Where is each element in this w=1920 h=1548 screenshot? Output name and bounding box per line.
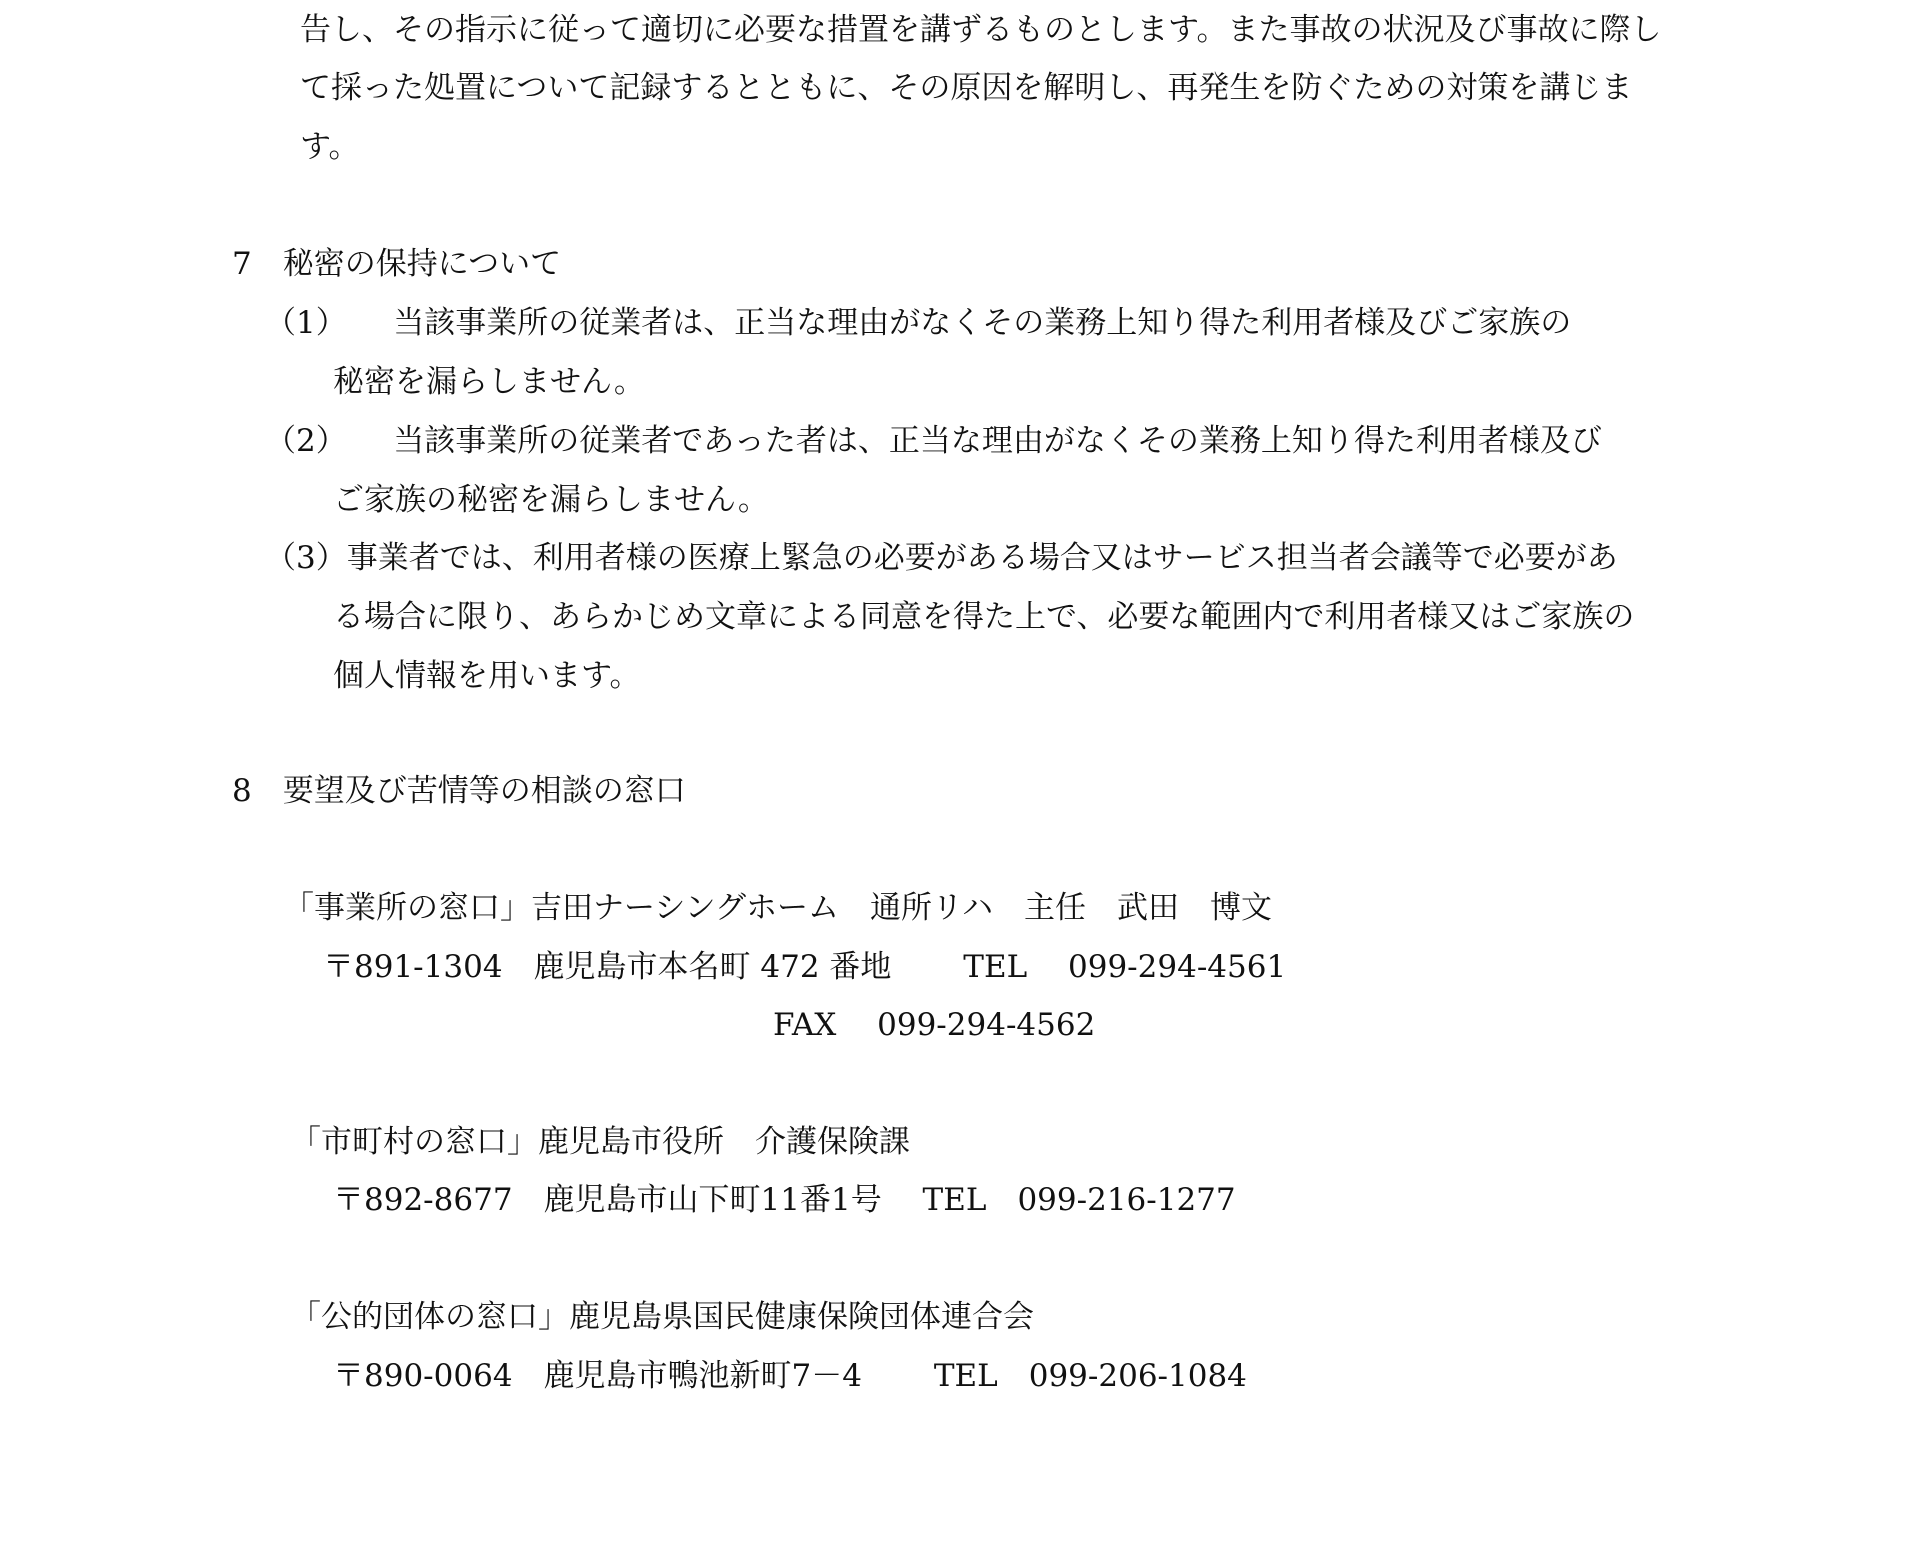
intro-line-3: す。 (300, 129, 360, 165)
contact-office-address: 〒891-1304 鹿児島市本名町 472 番地 TEL 099-294-4561 (323, 949, 1287, 985)
contact-public-address: 〒890-0064 鹿児島市鴨池新町7－4 TEL 099-206-1084 (333, 1358, 1247, 1394)
contact-office-fax: FAX 099-294-4562 (773, 1007, 1096, 1043)
intro-line-2: て採った処置について記録するとともに、その原因を解明し、再発生を防ぐための対策を講じま (300, 70, 1633, 106)
contact-city-name: 「市町村の窓口」鹿児島市役所 介護保険課 (290, 1124, 910, 1160)
section-8-heading: 8 要望及び苦情等の相談の窓口 (232, 773, 686, 809)
section-7-item-3-line-1: （3）事業者では、利用者様の医療上緊急の必要がある場合又はサービス担当者会議等で必要があ (265, 540, 1618, 576)
contact-public-name: 「公的団体の窓口」鹿児島県国民健康保険団体連合会 (290, 1299, 1034, 1335)
contact-office-name: 「事業所の窓口」吉田ナーシングホーム 通所リハ 主任 武田 博文 (283, 890, 1273, 926)
section-7-heading: 7 秘密の保持について (232, 246, 562, 282)
section-7-item-1-line-2: 秘密を漏らしません。 (333, 364, 645, 400)
section-7-item-3-line-3: 個人情報を用います。 (333, 658, 641, 694)
section-7-item-2-line-1: （2） 当該事業所の従業者であった者は、正当な理由がなくその業務上知り得た利用者様及び (265, 423, 1602, 459)
section-7-item-2-line-2: ご家族の秘密を漏らしません。 (333, 482, 769, 518)
section-7-item-3-line-2: る場合に限り、あらかじめ文章による同意を得た上で、必要な範囲内で利用者様又はご家族の (333, 599, 1635, 635)
intro-line-1: 告し、その指示に従って適切に必要な措置を講ずるものとします。また事故の状況及び事故に際し (300, 12, 1662, 48)
contact-city-address: 〒892-8677 鹿児島市山下町11番1号 TEL 099-216-1277 (333, 1182, 1236, 1218)
section-7-item-1-line-1: （1） 当該事業所の従業者は、正当な理由がなくその業務上知り得た利用者様及びご家族の (265, 305, 1572, 341)
